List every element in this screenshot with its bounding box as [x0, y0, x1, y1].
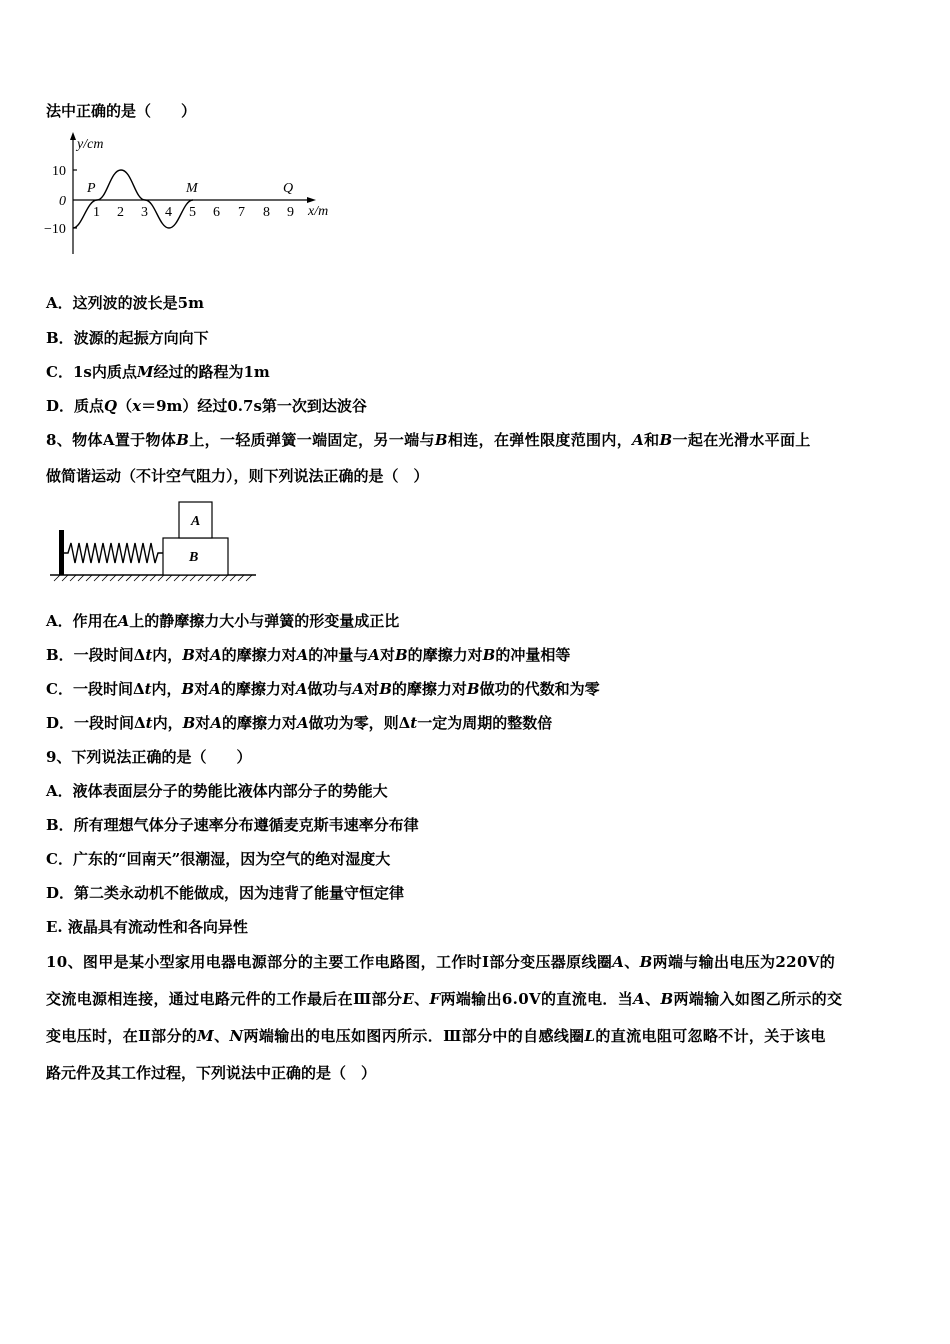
q7-option-a: A．这列波的波长是5m	[46, 294, 204, 312]
q10-stem-line1: 10、图甲是某小型家用电器电源部分的主要工作电路图，工作时Ⅰ部分变压器原线圈A、B两端与输出电压为220V的	[46, 953, 836, 971]
point-m-label: M	[186, 181, 198, 196]
x-tick-3: 3	[141, 205, 148, 220]
spring-block-figure	[46, 498, 258, 582]
x-tick-9: 9	[287, 205, 294, 220]
point-p-label: P	[87, 181, 96, 196]
q9-option-d: D．第二类永动机不能做成，因为违背了能量守恒定律	[46, 884, 405, 902]
q9-option-c: C．广东的“回南天”很潮湿，因为空气的绝对湿度大	[46, 850, 391, 868]
x-tick-5: 5	[189, 205, 196, 220]
y-axis-label: y/cm	[77, 137, 104, 152]
q7-option-d: D．质点Q（x＝9m）经过0.7s第一次到达波谷	[46, 397, 367, 415]
point-q-label: Q	[283, 181, 294, 196]
q9-stem: 9、下列说法正确的是（ ）	[46, 748, 252, 766]
q8-option-c: C．一段时间Δt内，B对A的摩擦力对A做功与A对B的摩擦力对B做功的代数和为零	[46, 680, 600, 698]
floor	[50, 575, 256, 581]
q10-stem-line4: 路元件及其工作过程，下列说法中正确的是（ ）	[46, 1064, 377, 1082]
x-axis-label: x/m	[308, 204, 329, 219]
q10-stem-line2: 交流电源相连接，通过电路元件的工作最后在Ⅲ部分E、F两端输出6.0V的直流电．当A、B两端输入如图乙所示的交	[46, 990, 843, 1008]
q9-option-b: B．所有理想气体分子速率分布遵循麦克斯韦速率分布律	[46, 816, 419, 834]
block-b-label: B	[189, 550, 199, 565]
q9-option-e: E. 液晶具有流动性和各向异性	[46, 918, 248, 936]
x-tick-6: 6	[213, 205, 220, 220]
x-tick-2: 2	[117, 205, 124, 220]
q8-option-a: A．作用在A上的静摩擦力大小与弹簧的形变量成正比	[46, 612, 400, 630]
wave-graph	[40, 128, 340, 258]
block-a-label: A	[191, 514, 201, 529]
q8-stem-line1: 8、物体A置于物体B上，一轻质弹簧一端固定，另一端与B相连，在弹性限度范围内，A和B一起在光滑水平面上	[46, 431, 811, 449]
spring	[64, 543, 163, 563]
y-tick-neg10: −10	[44, 222, 66, 237]
wave-curve	[73, 170, 193, 228]
x-tick-7: 7	[238, 205, 245, 220]
q8-option-b: B．一段时间Δt内，B对A的摩擦力对A的冲量与A对B的摩擦力对B的冲量相等	[46, 646, 571, 664]
wall	[59, 530, 64, 575]
x-tick-8: 8	[263, 205, 270, 220]
y-tick-0: 0	[59, 194, 66, 209]
x-tick-4: 4	[165, 205, 172, 220]
x-tick-1: 1	[93, 205, 100, 220]
q7-stem-tail: 法中正确的是（ ）	[46, 102, 197, 120]
q7-option-c: C．1s内质点M经过的路程为1m	[46, 363, 270, 381]
q7-option-b: B．波源的起振方向向下	[46, 329, 209, 347]
q9-option-a: A．液体表面层分子的势能比液体内部分子的势能大	[46, 782, 388, 800]
q8-option-d: D．一段时间Δt内，B对A的摩擦力对A做功为零，则Δt一定为周期的整数倍	[46, 714, 553, 732]
y-tick-10: 10	[52, 164, 66, 179]
q10-stem-line3: 变电压时，在Ⅱ部分的M、N两端输出的电压如图丙所示．Ⅲ部分中的自感线圈L的直流电阻可忽略不计，关于该电	[46, 1027, 826, 1045]
q8-stem-line2: 做简谐运动（不计空气阻力），则下列说法正确的是（ ）	[46, 467, 429, 485]
